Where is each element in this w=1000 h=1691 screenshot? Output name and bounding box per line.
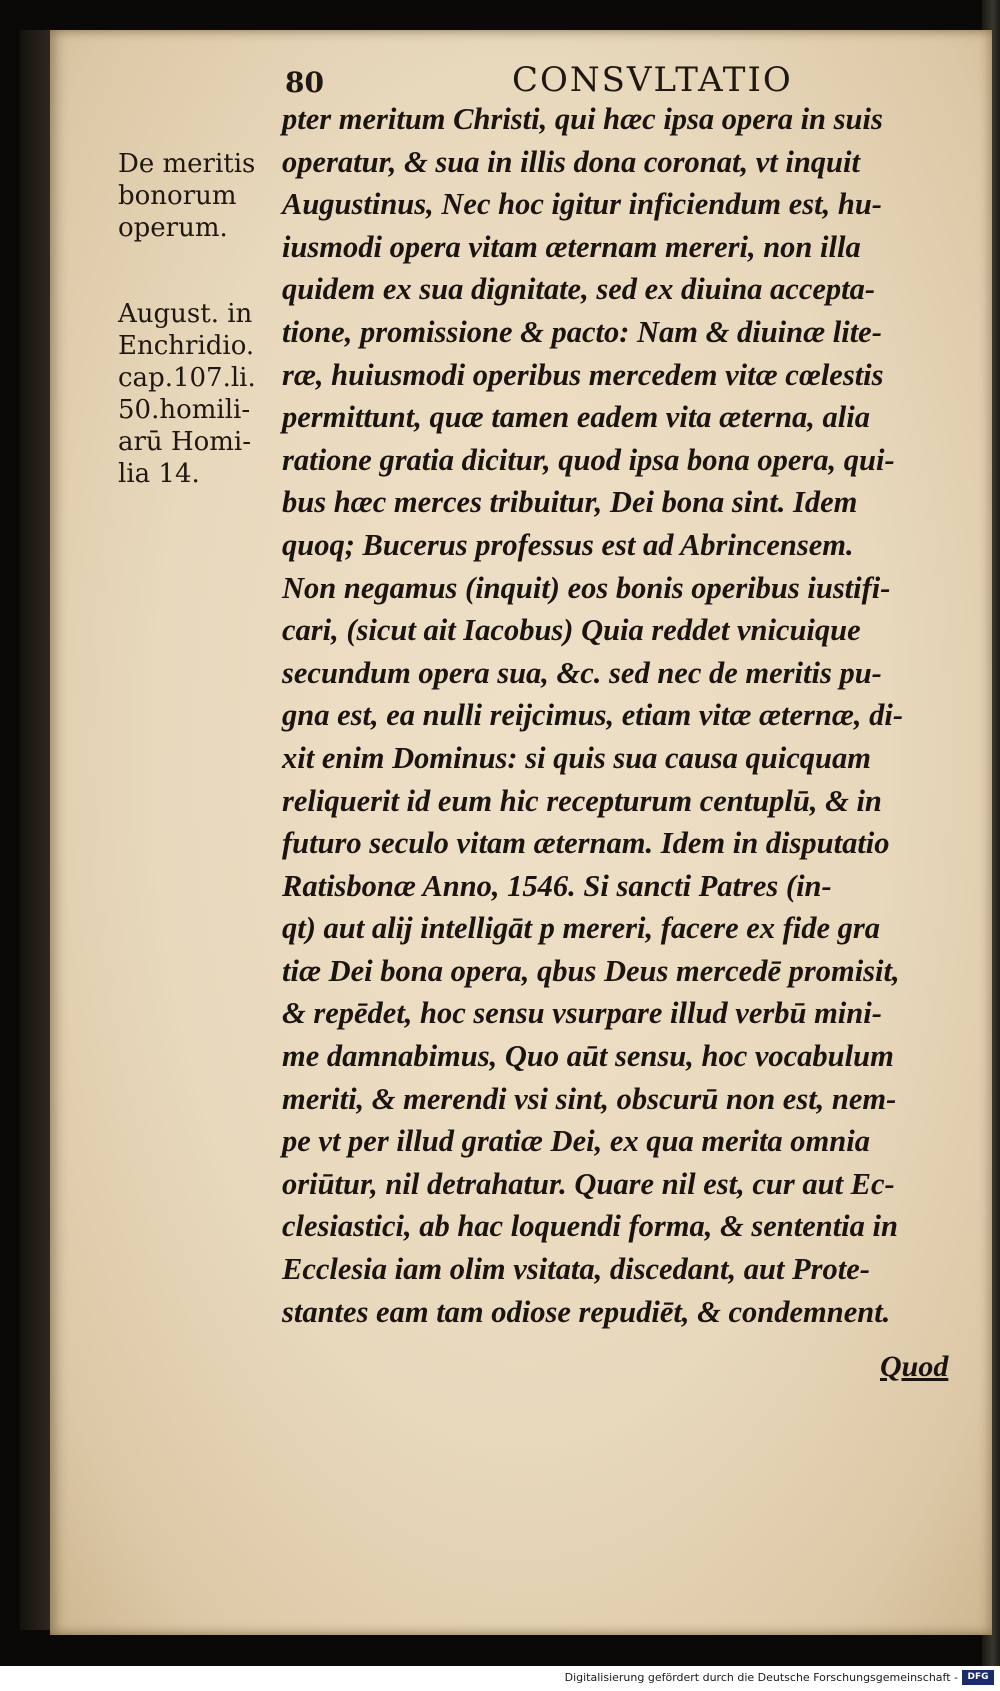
- text-line: stantes eam tam odiose repudiēt, & condemnent.: [282, 1294, 891, 1329]
- book-page: [50, 30, 992, 1635]
- text-line: Augustinus, Nec hoc igitur inficiendum est, hu-: [282, 187, 882, 222]
- marginal-line: August. in: [118, 299, 253, 329]
- page-number: 80: [285, 66, 324, 99]
- text-line: quidem ex sua dignitate, sed ex diuina accepta-: [282, 272, 876, 307]
- text-line: reliquerit id eum hic recepturum centuplū, & in: [282, 783, 882, 818]
- text-line: iusmodi opera vitam æternam mereri, non illa: [282, 229, 861, 264]
- marginal-line: operum.: [118, 213, 228, 243]
- funding-credit: Digitalisierung gefördert durch die Deutsche Forschungsgemeinschaft -: [564, 1671, 958, 1684]
- text-line: operatur, & sua in illis dona coronat, vt inquit: [282, 144, 860, 179]
- text-line: gna est, ea nulli reijcimus, etiam vitæ æternæ, di-: [282, 698, 904, 733]
- text-line: me damnabimus, Quo aūt sensu, hoc vocabulum: [282, 1039, 894, 1074]
- text-line: futuro seculo vitam æternam. Idem in disputatio: [282, 826, 890, 861]
- text-line: bus hæc merces tribuitur, Dei bona sint. Idem: [282, 485, 858, 520]
- text-line: tiæ Dei bona opera, qbus Deus mercedē promisit,: [282, 953, 900, 988]
- marginal-line: arū Homi-: [118, 427, 252, 457]
- text-line: pe vt per illud gratiæ Dei, ex qua merita omnia: [282, 1124, 870, 1159]
- running-title: CONSVLTATIO: [512, 60, 793, 100]
- text-line: meriti, & merendi vsi sint, obscurū non est, nem-: [282, 1081, 897, 1116]
- text-line: quoq; Bucerus professus est ad Abrincensem.: [282, 527, 854, 562]
- text-line: xit enim Dominus: si quis sua causa quicquam: [282, 740, 871, 775]
- text-line: Non negamus (inquit) eos bonis operibus iustifi-: [282, 570, 891, 605]
- text-line: & repēdet, hoc sensu vsurpare illud verbū mini-: [282, 996, 882, 1031]
- catchword: Quod: [880, 1350, 949, 1383]
- text-line: secundum opera sua, &c. sed nec de meritis pu-: [282, 655, 882, 690]
- marginal-line: cap.107.li.: [118, 363, 256, 393]
- text-line: pter meritum Christi, qui hæc ipsa opera in suis: [282, 102, 883, 136]
- text-line: ratione gratia dicitur, quod ipsa bona opera, qui-: [282, 442, 895, 477]
- dfg-logo-icon: DFG: [962, 1670, 994, 1685]
- text-line: Ratisbonæ Anno, 1546. Si sancti Patres (in-: [282, 868, 832, 903]
- marginal-line: lia 14.: [118, 459, 200, 489]
- text-line: cari, (sicut ait Iacobus) Quia reddet vnicuique: [282, 613, 861, 648]
- text-line: tione, promissione & pacto: Nam & diuinæ lite-: [282, 314, 882, 349]
- marginal-line: bonorum: [118, 181, 237, 211]
- marginal-line: Enchridio.: [118, 331, 255, 361]
- text-line: qt) aut alij intelligāt p mereri, facere ex fide gra: [282, 911, 881, 946]
- text-line: ræ, huiusmodi operibus mercedem vitæ cœlestis: [282, 357, 884, 392]
- marginal-line: 50.homili-: [118, 395, 251, 425]
- text-line: Ecclesia iam olim vsitata, discedant, aut Prote-: [282, 1252, 870, 1287]
- text-line: clesiastici, ab hac loquendi forma, & sententia in: [282, 1209, 898, 1244]
- marginal-line: De meritis: [118, 149, 256, 179]
- text-line: oriūtur, nil detrahatur. Quare nil est, cur aut Ec-: [282, 1166, 895, 1201]
- text-line: permittunt, quæ tamen eadem vita æterna, alia: [282, 400, 870, 435]
- body-text: [282, 98, 972, 1333]
